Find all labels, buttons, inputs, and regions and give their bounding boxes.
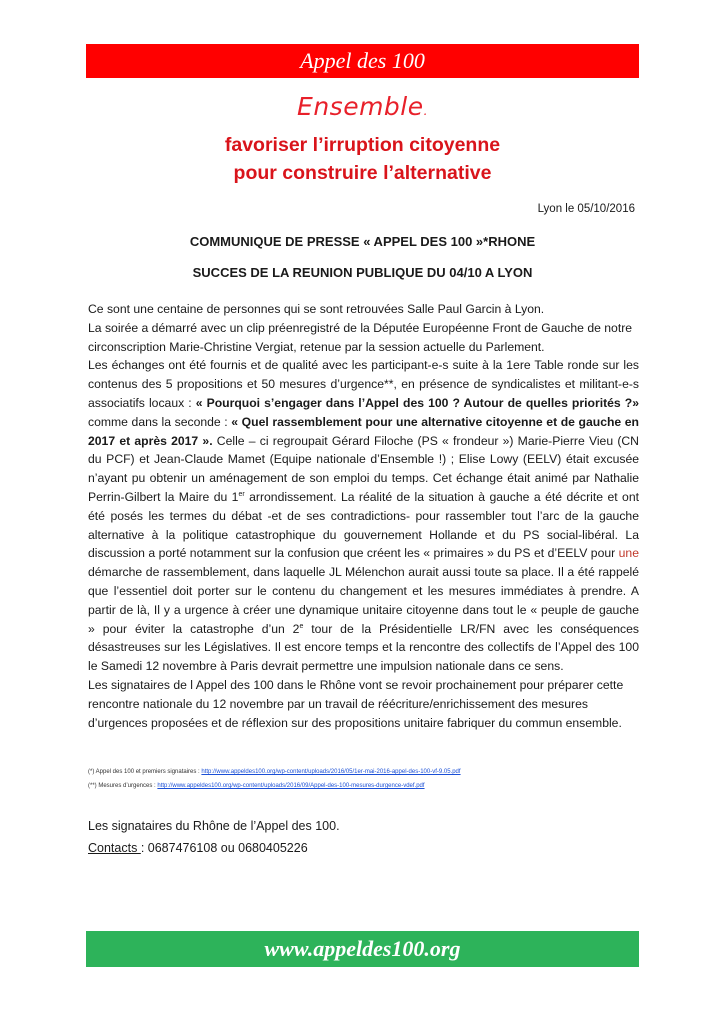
ensemble-dot: . [423, 104, 428, 118]
footer-url[interactable]: www.appeldes100.org [264, 936, 461, 961]
p3-text-c: comme dans la seconde : [88, 414, 232, 429]
footnote-2-link[interactable]: http://www.appeldes100.org/wp-content/uploads/2016/09/Appel-des-100-mesures-durgence-vdef.pdf [157, 783, 425, 789]
p3-superscript-er: er [238, 490, 245, 498]
p3-text-g: démarche de rassemblement, dans laquelle JL Mélenchon aurait aussi toute sa place. Il a été rappelé que l’essentiel doit porter sur le contenu du changement et les mesures immédiates à prendre. A partir de là, Il y a urgence à créer une dynamique unitaire citoyenne dans tout le « peuple de gauche » pour éviter la catastrophe d’un 2 [88, 565, 639, 636]
contacts-label: Contacts [88, 841, 141, 855]
p3-text-a: Les échanges ont été fournis et de qualité avec les participant-e-s suite à la 1ere Table ronde sur les contenus des 5 propositions et 50 mesures d’urgence**, en présence de syndicalistes et militant-e-s associatifs locaux : [88, 358, 639, 410]
banner-title: Appel des 100 [300, 48, 425, 73]
contacts-line [88, 837, 340, 859]
footnote-1-label: (*) Appel des 100 et premiers signataires : [88, 769, 202, 775]
footnote-1-link[interactable]: http://www.appeldes100.org/wp-content/uploads/2016/05/1er-mai-2016-appel-des-100-vf-9.05.pdf [201, 769, 461, 775]
contacts-value: : 0687476108 ou 0680405226 [140, 841, 308, 855]
body-text [88, 300, 639, 732]
tagline-line-1: favoriser l’irruption citoyenne [224, 134, 501, 156]
p3-red-word: une [618, 546, 639, 561]
p3-question-1: « Pourquoi s’engager dans l’Appel des 100 ? Autour de quelles priorités ?» [195, 395, 639, 410]
footnote-2-label: (**) Mesures d’urgences : [88, 783, 158, 789]
p3-question-2: « Quel rassemblement pour une alternative citoyenne et de gauche en 2017 et après 2017 ». [88, 414, 640, 448]
paragraph-3 [88, 356, 639, 676]
paragraph-1: Ce sont une centaine de personnes qui se sont retrouvées Salle Paul Garcin à Lyon. [88, 302, 545, 316]
date-line: Lyon le 05/10/2016 [537, 203, 635, 215]
ensemble-word: Ensemble [297, 92, 424, 121]
paragraph-2: La soirée a démarré avec un clip préenregistré de la Députée Européenne Front de Gauche de notre circonscription Marie-Christine Vergiat, retenue par la session actuelle du Parlement. [88, 320, 633, 354]
footer-banner [86, 931, 639, 967]
p3-text-e: Celle – ci regroupait Gérard Filoche (PS « frondeur ») Marie-Pierre Vieu (CN du PCF) et Jean-Claude Mamet (Equipe nationale d’Ensemble !) ; Elise Lowy (EELV) était excusée n’ayant pu obtenir un aménagement de son emploi du temps. Cet échange était animé par Nathalie Perrin-Gilbert la Maire du 1 [88, 433, 639, 504]
closing-block [88, 815, 340, 859]
p3-superscript-e: e [299, 622, 304, 630]
p3-text-h: tour de la Présidentielle LR/FN avec les conséquences désastreuses sur les Législatives. Il est encore temps et la rencontre des collectifs de l’Appel des 100 le Samedi 12 novembre à Paris devrait permettre une impulsion nationale dans ce sens. [88, 621, 639, 674]
header-banner [86, 44, 639, 78]
footnote-1 [88, 769, 461, 775]
tagline-line-2: pour construire l’alternative [233, 162, 492, 184]
footnote-2 [88, 783, 425, 789]
signatories-line: Les signataires du Rhône de l’Appel des 100. [88, 819, 340, 833]
ensemble-logo-text [0, 92, 725, 121]
paragraph-4: Les signataires de l Appel des 100 dans le Rhône vont se revoir prochainement pour préparer cette rencontre nationale du 12 novembre par un travail de réécriture/enrichissement des mesures d’urgences proposées et de réflexion sur des propositions unitaire fabriquer du commun ensemble. [88, 677, 624, 730]
p3-text-f: arrondissement. La réalité de la situation à gauche a été décrite et ont été posés les termes du débat -et de ses contradictions- pour rassembler tout l’arc de la gauche alternative à la politique catastrophique du gouvernement Hollande et du PS social-libéral. La discussion a porté notamment sur la confusion que créent les « primaires » du PS et d’EELV pour [88, 489, 639, 561]
press-release-heading: COMMUNIQUE DE PRESSE « APPEL DES 100 »*RHONE [189, 234, 536, 249]
event-heading: SUCCES DE LA REUNION PUBLIQUE DU 04/10 A LYON [192, 265, 533, 280]
